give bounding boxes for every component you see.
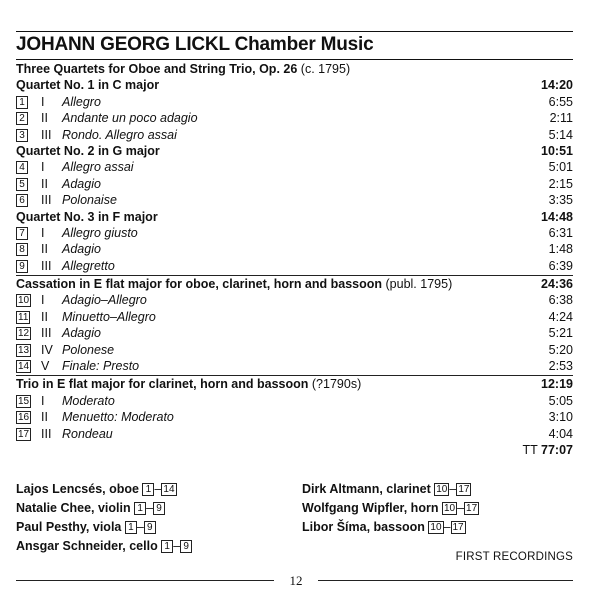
- track-number: 16: [18, 412, 30, 424]
- track-duration: 1:48: [548, 242, 573, 257]
- track-number: 4: [16, 161, 28, 174]
- work-total: 24:36: [541, 277, 573, 292]
- track-duration: 6:38: [548, 293, 573, 308]
- work-date: (?1790s): [311, 377, 362, 392]
- track-duration: 2:15: [548, 176, 573, 191]
- performer-name: Wolfgang Wipfler, horn: [302, 501, 439, 515]
- track-row: [16, 258, 573, 274]
- track-number: 3: [16, 129, 28, 142]
- work-heading: [16, 276, 573, 292]
- track-number: 11: [18, 311, 29, 323]
- track-row: [16, 176, 573, 192]
- track-row: [16, 309, 573, 325]
- performer-name: Lajos Lencsés, oboe: [16, 482, 139, 496]
- movement-title: Andante un poco adagio: [62, 111, 198, 126]
- movement-number: II: [41, 242, 48, 257]
- page-number: 12: [289, 573, 303, 588]
- track-ref-end: 9: [153, 502, 165, 515]
- track-duration: 2:53: [548, 359, 573, 374]
- movement-title: Moderato: [62, 393, 115, 408]
- movement-number: II: [41, 309, 48, 324]
- footer-rule-left: [16, 580, 274, 581]
- track-duration: 5:20: [548, 342, 573, 357]
- work-title: Cassation in E flat major for oboe, clarinet, horn and bassoon: [16, 277, 383, 292]
- movement-number: III: [41, 326, 52, 341]
- track-ref-end: 9: [180, 540, 192, 553]
- movement-number: I: [41, 393, 45, 408]
- track-duration: 5:14: [548, 127, 573, 142]
- movement-number: IV: [41, 342, 53, 357]
- sub-work-total: 14:48: [541, 209, 573, 224]
- movement-number: III: [41, 193, 52, 208]
- track-row: [16, 159, 573, 175]
- performer-name: Libor Šíma, bassoon: [302, 520, 425, 534]
- work-title: Trio in E flat major for clarinet, horn and bassoon: [16, 377, 309, 392]
- movement-title: Allegretto: [62, 258, 115, 273]
- track-duration: 5:05: [548, 393, 573, 408]
- track-row: [16, 225, 573, 241]
- track-duration: 6:55: [548, 94, 573, 109]
- movement-number: III: [41, 127, 52, 142]
- movement-number: II: [41, 176, 48, 191]
- movement-title: Adagio: [62, 176, 101, 191]
- performer-name: Paul Pesthy, viola: [16, 520, 122, 534]
- track-duration: 6:39: [548, 258, 573, 273]
- movement-title: Menuetto: Moderato: [62, 410, 174, 425]
- track-duration: 4:04: [548, 426, 573, 441]
- total-time-value: 77:07: [541, 442, 573, 457]
- track-ref-start: 1: [134, 502, 146, 515]
- track-row: [16, 409, 573, 425]
- track-ref-end: 17: [452, 522, 464, 533]
- track-ref-start: 10: [436, 484, 448, 495]
- performer-name: Dirk Altmann, clarinet: [302, 482, 431, 496]
- track-duration: 3:35: [548, 193, 573, 208]
- work-title: Three Quartets for Oboe and String Trio, Op. 26: [16, 62, 298, 76]
- sub-work-title: Quartet No. 1 in C major: [16, 78, 160, 93]
- track-number: 17: [18, 428, 30, 440]
- movement-title: Minuetto–Allegro: [62, 309, 156, 324]
- track-row: [16, 241, 573, 257]
- movement-title: Polonese: [62, 342, 115, 357]
- track-number: 9: [16, 260, 28, 273]
- track-ref-end: 17: [458, 484, 470, 495]
- performer: Natalie Chee, violin 1 – 9: [16, 499, 165, 518]
- performer: Libor Šíma, bassoon 10 – 17: [302, 520, 464, 534]
- movement-title: Adagio: [62, 326, 101, 341]
- work-heading: [16, 61, 573, 77]
- track-duration: 2:11: [549, 111, 573, 126]
- performer-name: Natalie Chee, violin: [16, 501, 131, 515]
- movement-number: II: [41, 111, 48, 126]
- track-duration: 6:31: [548, 225, 573, 240]
- movement-number: I: [41, 225, 45, 240]
- track-row: [16, 127, 573, 143]
- work-total: 12:19: [541, 377, 573, 392]
- page-title: JOHANN GEORG LICKL Chamber Music: [16, 34, 374, 55]
- track-row: [16, 325, 573, 341]
- track-row: [16, 94, 573, 110]
- track-row: [16, 358, 573, 374]
- movement-number: V: [41, 359, 50, 374]
- work-heading: [16, 376, 573, 392]
- track-duration: 5:01: [548, 160, 573, 175]
- track-ref-end: 14: [163, 484, 175, 495]
- track-ref-end: 9: [144, 521, 156, 534]
- sub-work-title: Quartet No. 3 in F major: [16, 209, 158, 224]
- track-number: 15: [18, 395, 30, 407]
- first-recordings-note: FIRST RECORDINGS: [455, 551, 573, 563]
- movement-number: III: [41, 258, 52, 273]
- movement-title: Polonaise: [62, 193, 117, 208]
- performer: Lajos Lencsés, oboe 1 – 14: [16, 482, 175, 496]
- sub-work-total: 14:20: [541, 78, 573, 93]
- movement-title: Finale: Presto: [62, 359, 140, 374]
- sub-work-heading: [16, 143, 573, 159]
- track-number: 2: [16, 112, 28, 125]
- track-ref-start: 1: [125, 521, 137, 534]
- track-duration: 3:10: [548, 410, 573, 425]
- track-number: 5: [16, 178, 28, 191]
- movement-title: Allegro assai: [62, 160, 134, 175]
- track-number: 14: [18, 361, 30, 373]
- sub-work-title: Quartet No. 2 in G major: [16, 143, 160, 158]
- movement-number: I: [41, 293, 45, 308]
- track-duration: 5:21: [548, 326, 573, 341]
- movement-title: Adagio–Allegro: [62, 293, 147, 308]
- track-ref-start: 10: [430, 522, 442, 533]
- sub-work-heading: [16, 77, 573, 93]
- track-number: 6: [16, 194, 28, 207]
- track-list: [16, 61, 573, 458]
- performer: Ansgar Schneider, cello 1 – 9: [16, 537, 192, 556]
- track-row: [16, 110, 573, 126]
- track-number: 7: [16, 227, 28, 240]
- track-ref-start: 1: [161, 540, 173, 553]
- movement-title: Rondeau: [62, 426, 113, 441]
- movement-number: I: [41, 160, 45, 175]
- performer-name: Ansgar Schneider, cello: [16, 539, 158, 553]
- performer: Paul Pesthy, viola 1 – 9: [16, 518, 156, 537]
- movement-title: Allegro giusto: [62, 225, 138, 240]
- track-number: 8: [16, 243, 28, 256]
- movement-title: Rondo. Allegro assai: [62, 127, 177, 142]
- track-ref-start: 1: [142, 483, 154, 496]
- track-row: [16, 426, 573, 442]
- movement-number: III: [41, 426, 52, 441]
- work-date: (c. 1795): [300, 62, 351, 76]
- track-number: 13: [18, 344, 30, 356]
- movement-number: II: [41, 410, 48, 425]
- track-ref-end: 17: [466, 503, 478, 514]
- title-rule: [16, 59, 573, 60]
- track-row: [16, 192, 573, 208]
- movement-title: Adagio: [62, 242, 101, 257]
- track-row: [16, 292, 573, 308]
- track-duration: 4:24: [548, 309, 573, 324]
- track-number: 1: [16, 96, 28, 109]
- movement-title: Allegro: [62, 94, 101, 109]
- sub-work-total: 10:51: [541, 143, 573, 158]
- track-number: 10: [18, 295, 30, 307]
- total-time-label: TT: [522, 442, 538, 457]
- sub-work-heading: [16, 209, 573, 225]
- footer-rule-right: [318, 580, 573, 581]
- track-row: [16, 393, 573, 409]
- track-number: 12: [18, 328, 30, 340]
- track-ref-start: 10: [443, 503, 456, 514]
- movement-number: I: [41, 94, 45, 109]
- performer: Dirk Altmann, clarinet 10 – 17: [302, 482, 470, 496]
- work-date: (publ. 1795): [385, 277, 453, 292]
- track-row: [16, 342, 573, 358]
- total-time: [16, 442, 573, 458]
- performer: Wolfgang Wipfler, horn 10 – 17: [302, 501, 478, 515]
- top-rule: [16, 31, 573, 32]
